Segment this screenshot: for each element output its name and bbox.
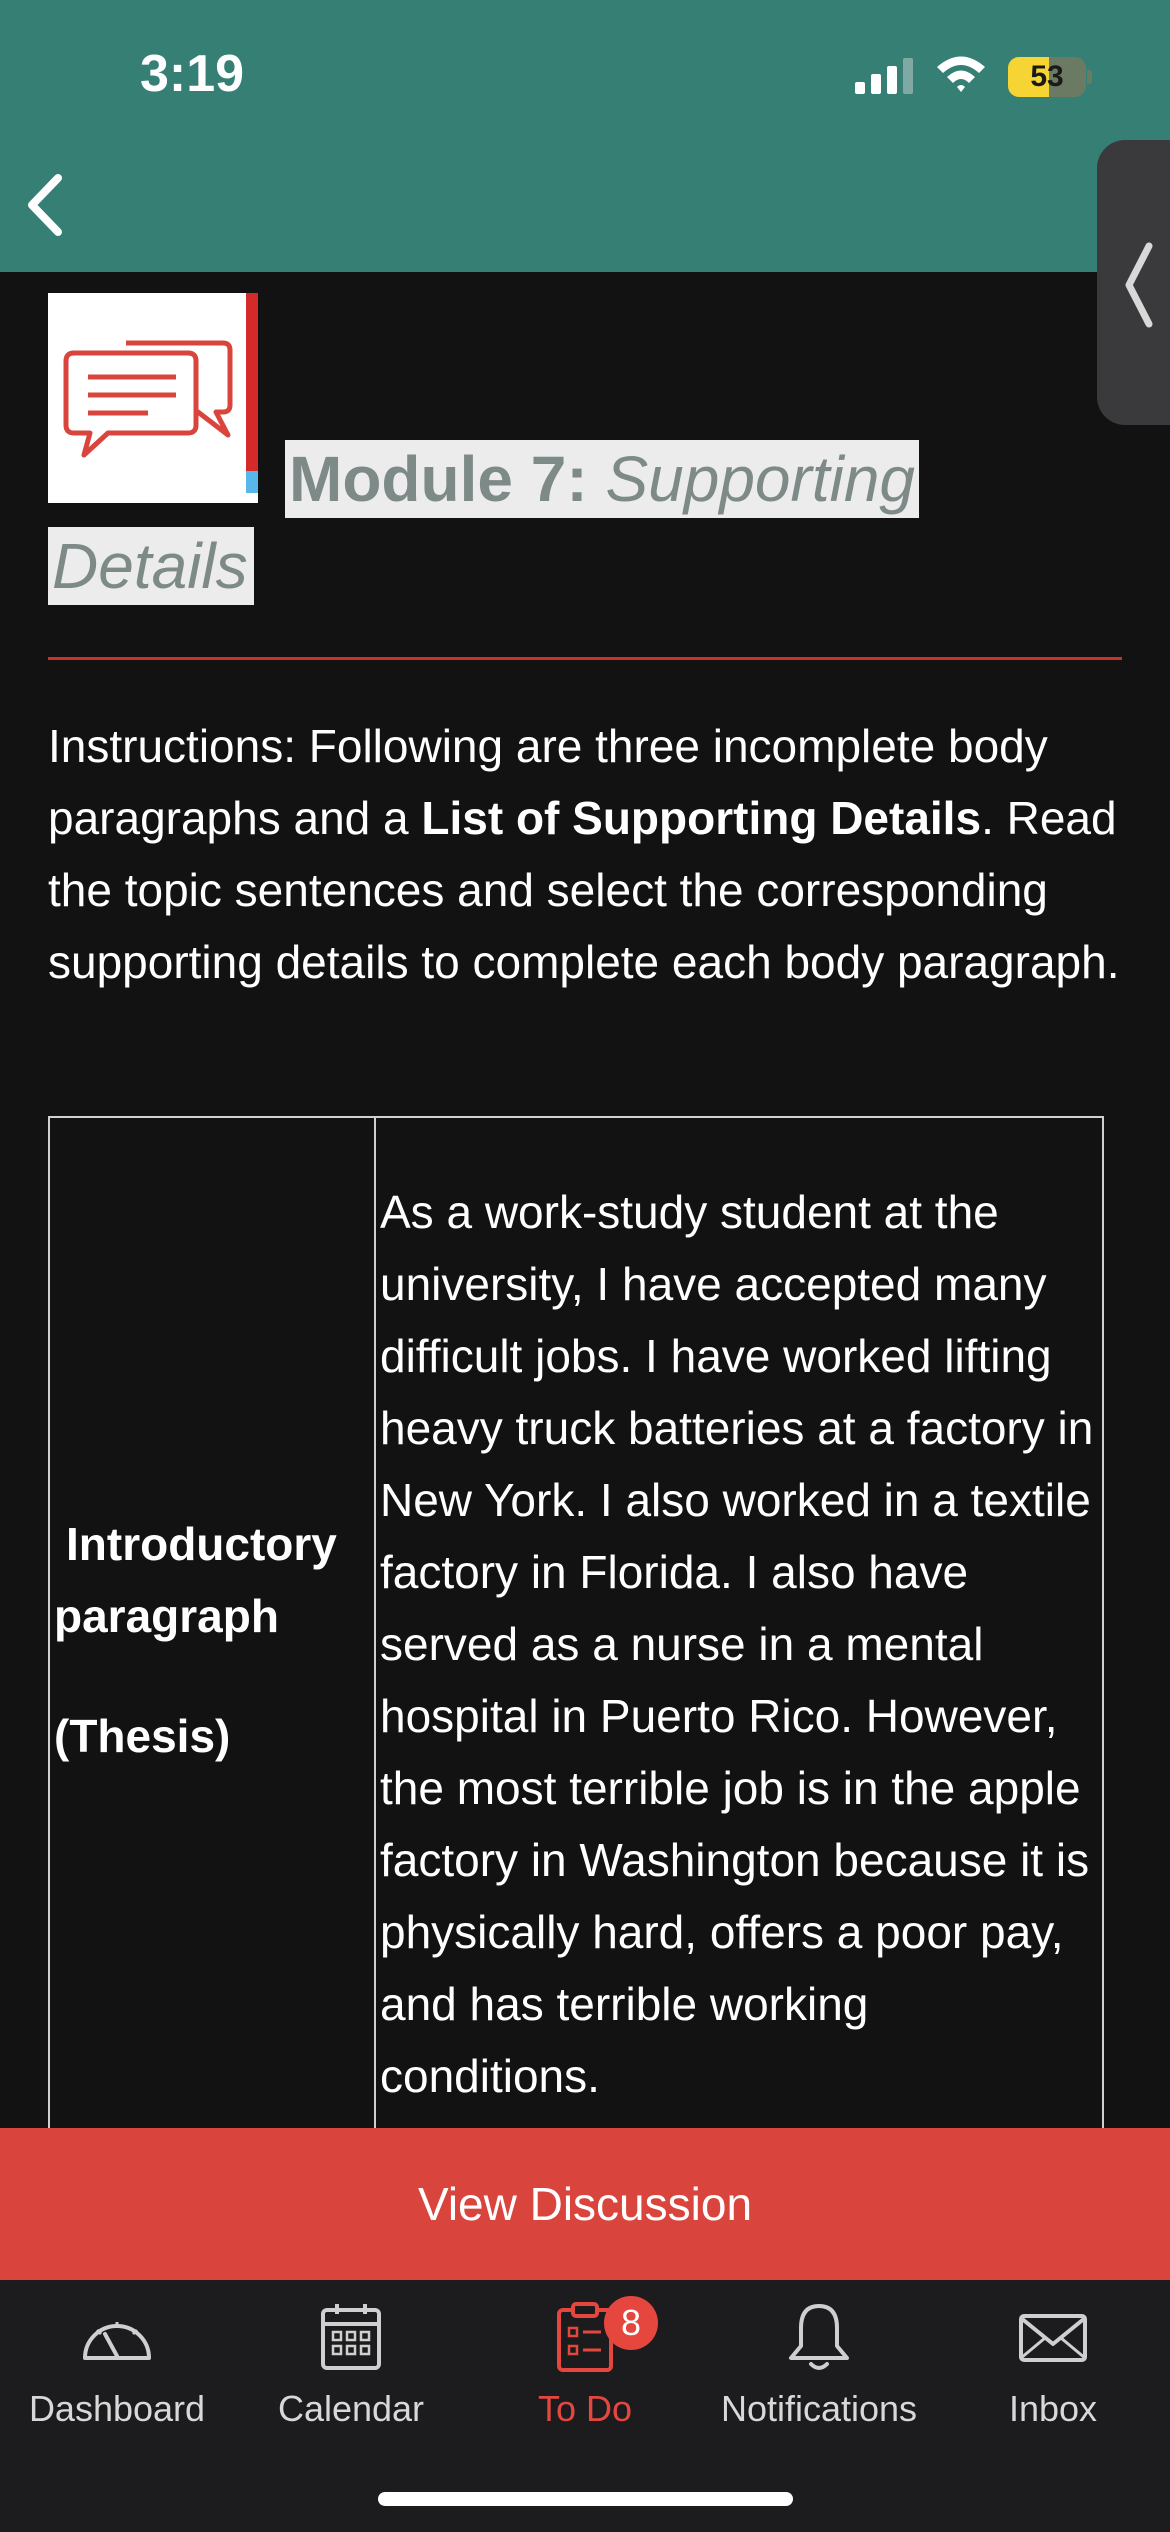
- icon-accent-bar-blue: [246, 471, 258, 493]
- tab-calendar[interactable]: [234, 2300, 468, 2450]
- app-header: [0, 0, 1170, 272]
- battery-percent: 53: [1030, 60, 1064, 93]
- status-time: 3:19: [140, 45, 245, 103]
- page-title: [285, 440, 919, 518]
- row-label-line1: Introductory: [66, 1518, 337, 1570]
- page-title-line2: Details: [48, 527, 254, 605]
- cellular-signal-icon: [855, 58, 915, 94]
- icon-accent-bar: [246, 293, 258, 471]
- title-prefix: Module 7:: [289, 443, 606, 515]
- instructions-after: . Read the topic sentences and select the corresponding supporting details to complete each body paragraph.: [48, 792, 1120, 988]
- battery-tip: [1087, 70, 1092, 84]
- tab-dashboard[interactable]: [0, 2300, 234, 2450]
- discussion-icon: [48, 293, 258, 503]
- bell-icon: [779, 2300, 859, 2376]
- table-row-label: [54, 1508, 372, 1772]
- tab-inbox[interactable]: [936, 2300, 1170, 2450]
- tab-todo-label: To Do: [537, 2388, 633, 2429]
- instructions-text: [48, 710, 1128, 998]
- instructions-before: Instructions: Following are three incomplete body paragraphs and a: [48, 720, 1048, 844]
- battery-icon: [1008, 57, 1086, 97]
- tab-todo[interactable]: [468, 2300, 702, 2450]
- tab-calendar-label: Calendar: [277, 2388, 425, 2429]
- instructions-bold: List of Supporting Details: [421, 792, 982, 844]
- calendar-icon: [311, 2300, 391, 2376]
- chat-bubbles-icon: [48, 293, 246, 503]
- wifi-icon: [935, 52, 987, 96]
- table-column-divider: [374, 1118, 376, 2138]
- tab-notifications-label: Notifications: [720, 2388, 918, 2429]
- back-chevron-icon[interactable]: [18, 170, 78, 240]
- side-panel-handle[interactable]: [1097, 140, 1170, 425]
- row-label-line3: (Thesis): [54, 1710, 231, 1762]
- row-label-line2: paragraph: [54, 1590, 279, 1642]
- dashboard-gauge-icon: [77, 2300, 157, 2376]
- todo-count-badge: 8: [604, 2296, 658, 2350]
- tab-inbox-label: Inbox: [1008, 2388, 1098, 2429]
- chevron-left-icon: [1119, 240, 1159, 330]
- view-discussion-button[interactable]: View Discussion: [0, 2128, 1170, 2280]
- envelope-icon: [1013, 2300, 1093, 2376]
- tab-notifications[interactable]: [702, 2300, 936, 2450]
- title-divider: [48, 657, 1122, 660]
- table-row-text: As a work-study student at the university, I have accepted many difficult jobs. I have worked lifting heavy truck batteries at a factory in New York. I also worked in a textile factory in Florida. I also have served as a nurse in a mental hospital in Puerto Rico. However, the most terrible job is in the apple factory in Washington because it is physically hard, offers a poor pay, and has terrible working conditions.: [380, 1186, 1094, 2102]
- title-italic-1: Supporting: [605, 443, 915, 515]
- home-indicator: [378, 2492, 793, 2506]
- paragraph-table: [48, 1116, 1104, 2138]
- tab-dashboard-label: Dashboard: [28, 2388, 206, 2429]
